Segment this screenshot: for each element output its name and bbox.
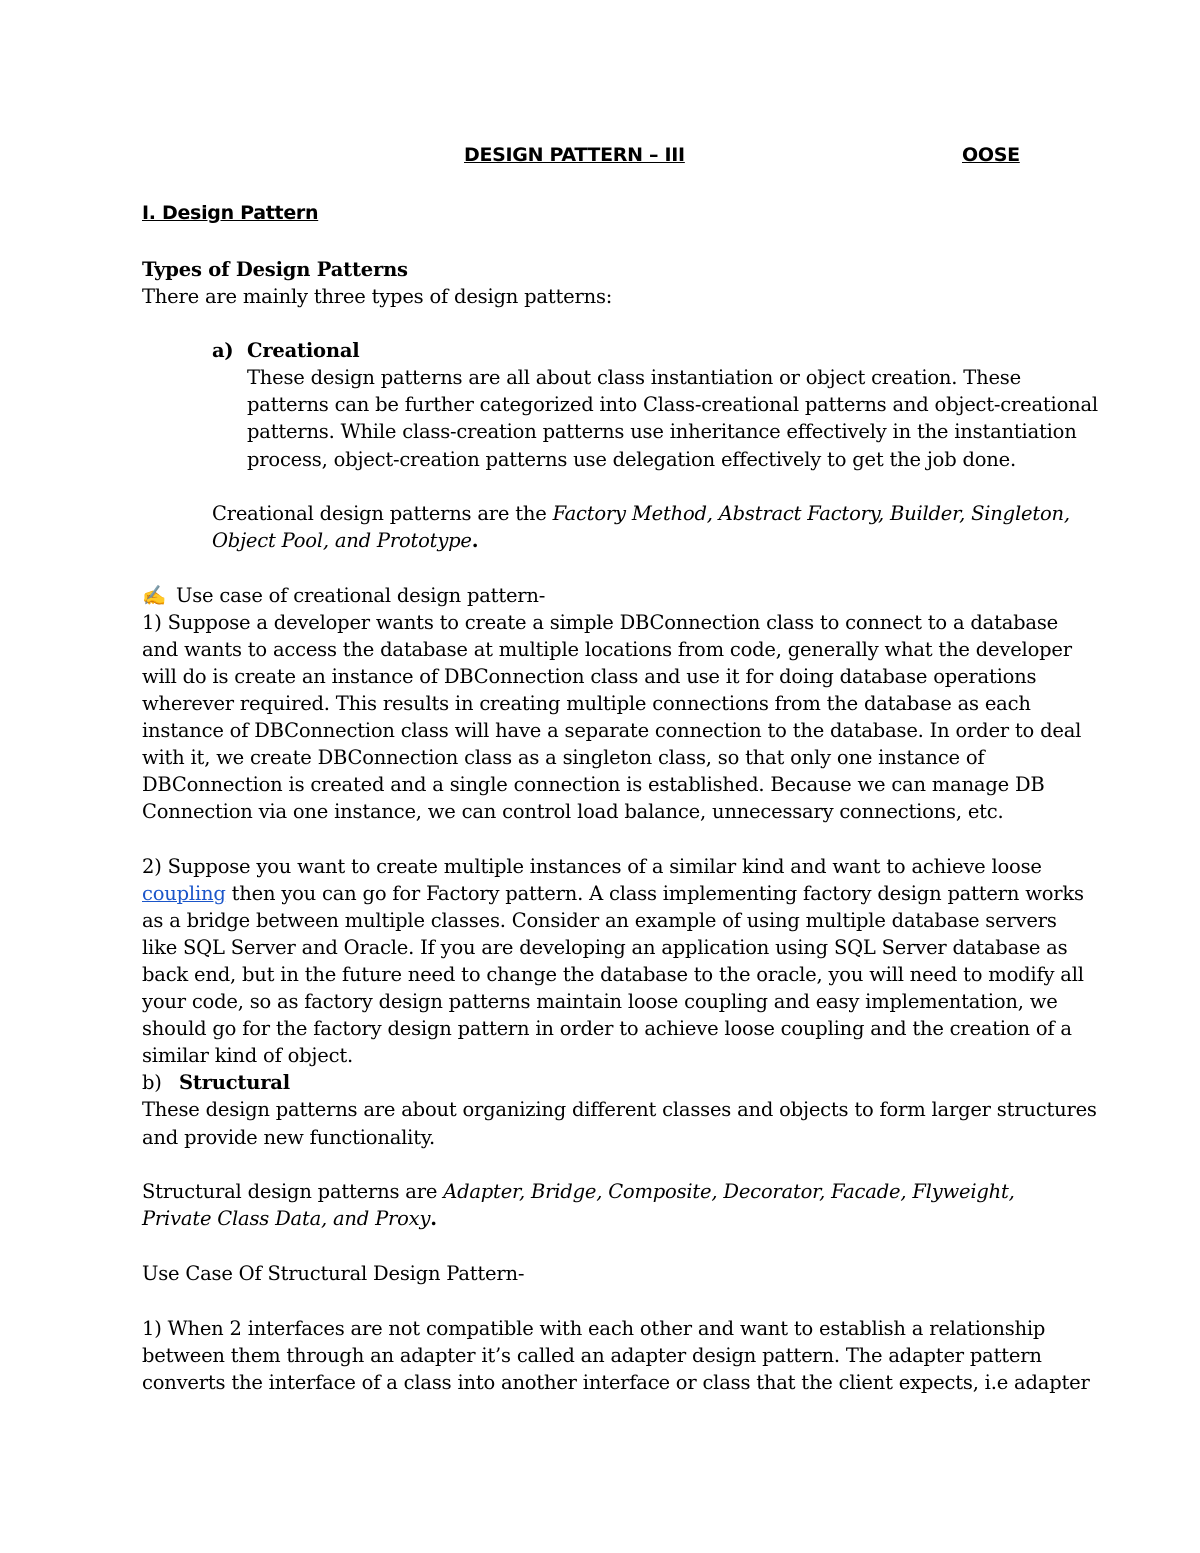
types-intro: There are mainly three types of design patterns: bbox=[142, 285, 613, 308]
coupling-link[interactable]: coupling bbox=[142, 882, 226, 905]
usecase1-line: 1) Suppose a developer wants to create a simple DBConnection class to connect to a database bbox=[142, 611, 1059, 634]
structural-list-items: Private Class Data, and Proxy bbox=[142, 1207, 431, 1230]
structural-list-line bbox=[142, 1205, 437, 1232]
creational-desc-line: process, object-creation patterns use delegation effectively to get the job done. bbox=[247, 448, 1017, 471]
usecase2-line bbox=[142, 880, 1084, 907]
creational-desc-line: patterns. While class-creation patterns use inheritance effectively in the instantiation bbox=[247, 420, 1077, 443]
usecase1-line: with it, we create DBConnection class as a singleton class, so that only one instance of bbox=[142, 746, 985, 769]
structural-usecase-heading: Use Case Of Structural Design Pattern- bbox=[142, 1262, 525, 1285]
structural-usecase-line: between them through an adapter it’s called an adapter design pattern. The adapter pattern bbox=[142, 1344, 1042, 1367]
creational-list-line bbox=[212, 500, 1070, 527]
types-heading: Types of Design Patterns bbox=[142, 258, 408, 281]
section-heading: I. Design Pattern bbox=[142, 202, 319, 224]
creational-usecase-heading-line bbox=[142, 582, 545, 609]
course-label: OOSE bbox=[962, 144, 1020, 166]
structural-usecase-line: converts the interface of a class into another interface or class that the client expects, i.e adapter bbox=[142, 1371, 1090, 1394]
creational-list-end: . bbox=[471, 529, 479, 552]
usecase1-line: wherever required. This results in creating multiple connections from the database as each bbox=[142, 692, 1031, 715]
structural-list-items: Adapter, Bridge, Composite, Decorator, Facade, Flyweight, bbox=[443, 1180, 1015, 1203]
structural-marker: b) bbox=[142, 1071, 162, 1094]
writing-hand-icon: ✍ bbox=[142, 584, 167, 607]
usecase2-line: 2) Suppose you want to create multiple instances of a similar kind and want to achieve loose bbox=[142, 855, 1042, 878]
creational-heading: Creational bbox=[247, 339, 360, 362]
document-title: DESIGN PATTERN – III bbox=[464, 144, 685, 166]
creational-desc-line: These design patterns are all about class instantiation or object creation. These bbox=[247, 366, 1021, 389]
structural-desc-line: These design patterns are about organizing different classes and objects to form larger structures bbox=[142, 1098, 1097, 1121]
structural-desc-line: and provide new functionality. bbox=[142, 1126, 436, 1149]
creational-list-line bbox=[212, 527, 478, 554]
creational-usecase-heading: Use case of creational design pattern- bbox=[176, 584, 546, 607]
usecase2-line: similar kind of object. bbox=[142, 1044, 353, 1067]
usecase2-line: back end, but in the future need to change the database to the oracle, you will need to modify all bbox=[142, 963, 1084, 986]
usecase1-line: Connection via one instance, we can control load balance, unnecessary connections, etc. bbox=[142, 800, 1004, 823]
structural-usecase-line: 1) When 2 interfaces are not compatible with each other and want to establish a relationship bbox=[142, 1317, 1046, 1340]
usecase1-line: will do is create an instance of DBConnection class and use it for doing database operations bbox=[142, 665, 1037, 688]
usecase1-line: DBConnection is created and a single connection is established. Because we can manage DB bbox=[142, 773, 1045, 796]
creational-list-prefix: Creational design patterns are the bbox=[212, 502, 553, 525]
usecase2-line: should go for the factory design pattern in order to achieve loose coupling and the creation of a bbox=[142, 1017, 1072, 1040]
creational-list-items: Factory Method, Abstract Factory, Builder, Singleton, bbox=[552, 502, 1070, 525]
usecase2-line: your code, so as factory design patterns maintain loose coupling and easy implementation, we bbox=[142, 990, 1058, 1013]
structural-heading: Structural bbox=[179, 1071, 290, 1094]
usecase1-line: and wants to access the database at multiple locations from code, generally what the developer bbox=[142, 638, 1072, 661]
structural-list-prefix: Structural design patterns are bbox=[142, 1180, 444, 1203]
usecase2-link-rest: then you can go for Factory pattern. A class implementing factory design pattern works bbox=[225, 882, 1084, 905]
structural-list-line bbox=[142, 1178, 1015, 1205]
usecase2-line: like SQL Server and Oracle. If you are developing an application using SQL Server database as bbox=[142, 936, 1068, 959]
creational-marker: a) bbox=[212, 339, 234, 362]
structural-list-end: . bbox=[430, 1207, 437, 1230]
usecase2-line: as a bridge between multiple classes. Consider an example of using multiple database servers bbox=[142, 909, 1057, 932]
creational-desc-line: patterns can be further categorized into Class-creational patterns and object-creational bbox=[247, 393, 1098, 416]
usecase1-line: instance of DBConnection class will have a separate connection to the database. In order to deal bbox=[142, 719, 1082, 742]
creational-list-items: Object Pool, and Prototype bbox=[212, 529, 472, 552]
